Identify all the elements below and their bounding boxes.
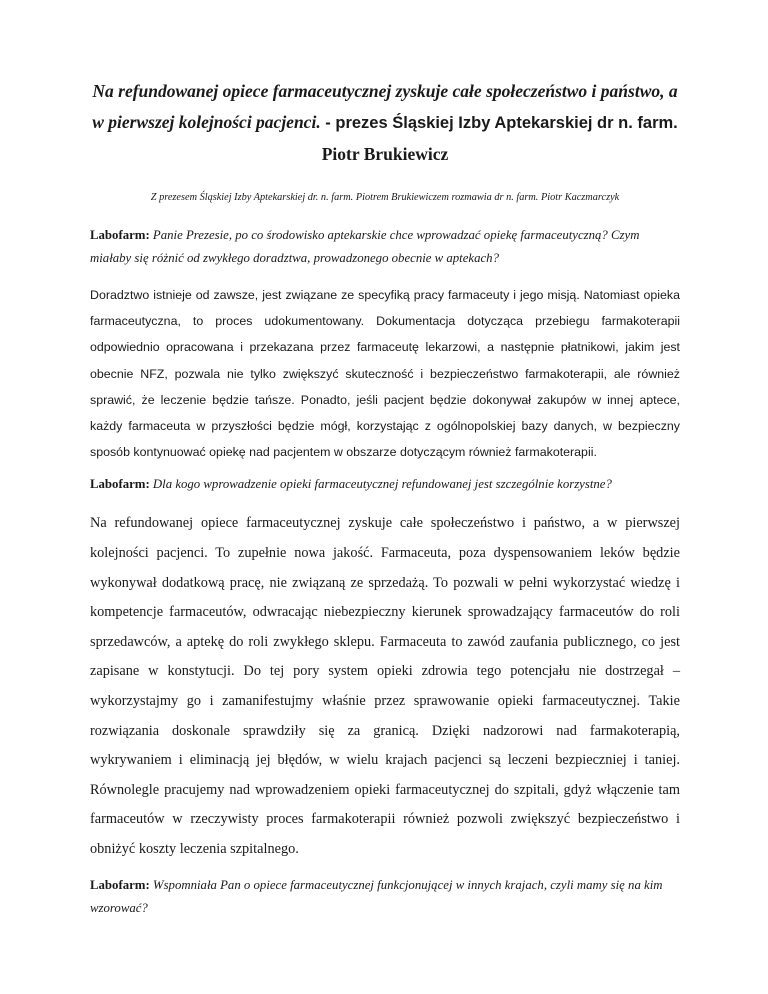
document-page (90, 76, 680, 920)
question-2 (90, 473, 680, 496)
title-italic-part: Na refundowanej opiece farmaceutycznej zyskuje całe społeczeństwo i państwo, a w pierwszej kolejności pacjenci. (92, 81, 678, 132)
title-author: Piotr Brukiewicz (321, 144, 449, 164)
title-plain-part: - prezes Śląskiej Izby Aptekarskiej dr n. farm. (320, 114, 678, 132)
byline: Z prezesem Śląskiej Izby Aptekarskiej dr. n. farm. Piotrem Brukiewiczem rozmawia dr n. farm. Piotr Kaczmarczyk (150, 192, 620, 203)
speaker-label: Labofarm: (90, 228, 150, 242)
speaker-label: Labofarm: (90, 877, 150, 892)
question-text: Wspomniała Pan o opiece farmaceutycznej funkcjonującej w innych krajach, czyli mamy się na kim wzorować? (90, 877, 663, 915)
speaker-label: Labofarm: (90, 477, 150, 492)
question-text: Panie Prezesie, po co środowisko aptekarskie chce wprowadzać opiekę farmaceutyczną? Czym miałaby się różnić od zwykłego doradztwa, prowadzonego obecnie w aptekach? (90, 228, 640, 265)
question-1 (90, 224, 680, 270)
answer-1: Doradztwo istnieje od zawsze, jest związane ze specyfiką pracy farmaceuty i jego misją. Natomiast opieka farmaceutyczna, to proces udokumentowany. Dokumentacja dotycząca przebiegu farmakoterapii odpowiednio opracowana i przekazana przez farmaceutę lekarzowi, a następnie płatnikowi, jakim jest obecnie NFZ, pozwala nie tylko zwiększyć skuteczność i bezpieczeństwo farmakoterapii, ale również sprawić, że leczenie będzie tańsze. Ponadto, jeśli pacjent będzie dokonywał zakupów w innej aptece, każdy farmaceuta w przyszłości będzie mógł, korzystając z ogólnopolskiej bazy danych, w bezpieczny sposób kontynuować opiekę nad pacjentem w obszarze dotyczącym również farmakoterapii. (90, 288, 680, 460)
answer-2: Na refundowanej opiece farmaceutycznej zyskuje całe społeczeństwo i państwo, a w pierwszej kolejności pacjenci. To zupełnie nowa jakość. Farmaceuta, poza dyspensowaniem leków będzie wykonywał dodatkową pracę, nie związaną ze sprzedażą. To pozwali w pełni wykorzystać wiedzę i kompetencje farmaceutów, odwracając niebezpieczny kierunek sprowadzający farmaceutów do roli sprzedawców, a aptekę do roli zwykłego sklepu. Farmaceuta to zawód zaufania publicznego, co jest zapisane w konstytucji. Do tej pory system opieki zdrowia tego potencjału nie dostrzegał – wykorzystajmy go i zamanifestujmy właśnie przez sprawowanie opieki farmaceutycznej. Takie rozwiązania doskonale sprawdziły się za granicą. Dzięki nadzorowi nad farmakoterapią, wykrywaniem i eliminacją jej błędów, w wielu krajach pacjenci są leczeni bezpieczniej i taniej. Równolegle pracujemy nad wprowadzeniem opieki farmaceutycznej do szpitali, gdyż włączenie tam farmaceutów w rzeczywisty proces farmakoterapii również pozwoli zwiększyć bezpieczeństwo i obniżyć koszty leczenia szpitalnego. (90, 515, 680, 857)
article-title (90, 76, 680, 170)
question-3 (90, 874, 680, 920)
question-text: Dla kogo wprowadzenie opieki farmaceutycznej refundowanej jest szczególnie korzystne? (152, 477, 612, 492)
